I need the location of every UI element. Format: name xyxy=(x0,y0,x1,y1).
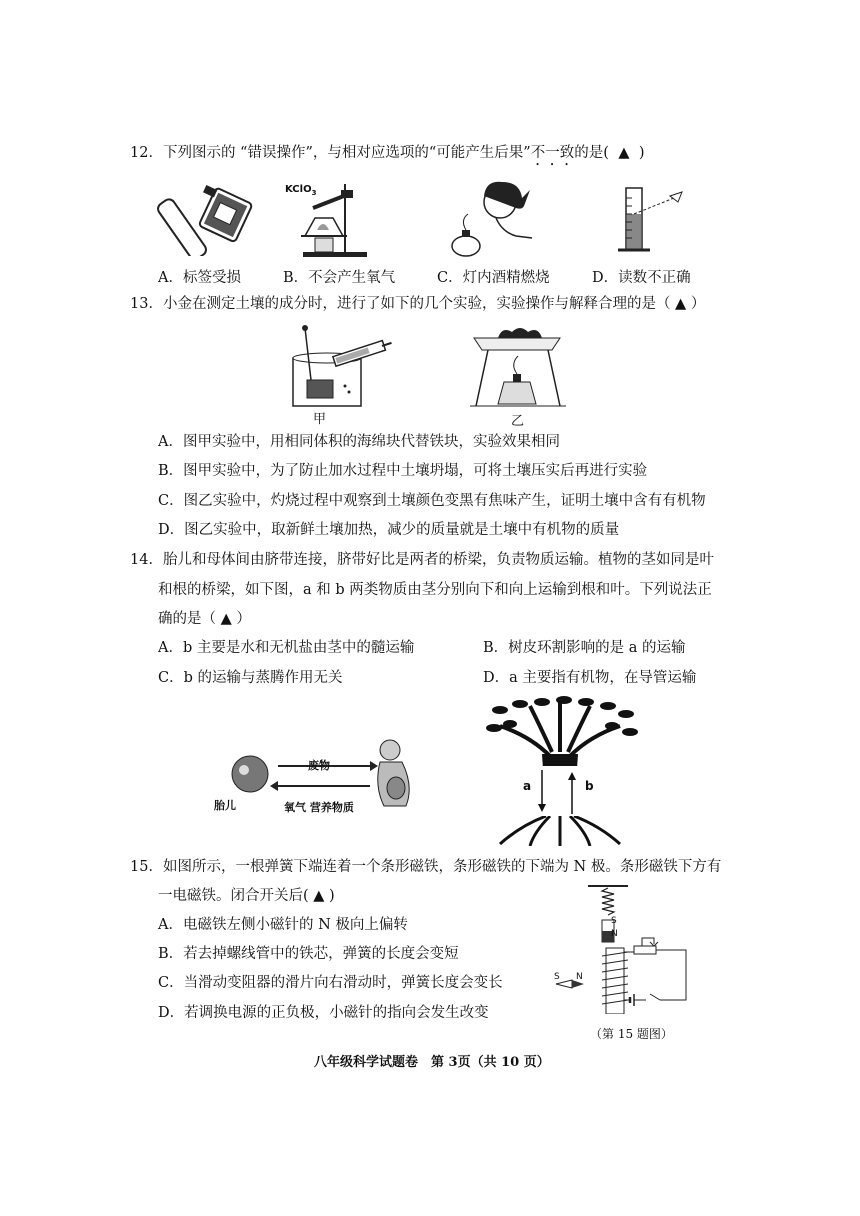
q13-option-a: A．图甲实验中，用相同体积的海绵块代替铁块，实验效果相同 xyxy=(158,434,560,450)
q15-option-c: C．当滑动变阻器的滑片向右滑动时，弹簧长度会变长 xyxy=(158,975,503,991)
q13-stem: 13．小金在测定土壤的成分时，进行了如下的几个实验，实验操作与解释合理的是（ ▲ ） xyxy=(130,296,706,312)
q15-figure-caption: （第 15 题图） xyxy=(590,1027,673,1041)
q12-stem xyxy=(130,143,645,169)
tree-label-a: a xyxy=(523,779,532,793)
q13-option-d: D．图乙实验中，取新鲜土壤加热，减少的质量就是土壤中有机物的质量 xyxy=(158,522,620,538)
q12-stem-text-2: 的是( xyxy=(574,145,609,161)
q12-option-b: B．不会产生氧气 xyxy=(283,270,396,286)
q14-option-b: B．树皮环割影响的是 a 的运输 xyxy=(483,640,686,656)
q13-figure-yi xyxy=(468,320,568,412)
q13-option-c: C．图乙实验中，灼烧过程中观察到土壤颜色变黑有焦味产生，证明土壤中含有有机物 xyxy=(158,493,706,509)
q15-electromagnet-figure xyxy=(550,884,696,1014)
q12-figure-d xyxy=(610,184,700,260)
magnet-label-n-top: N xyxy=(611,929,618,939)
q13-label-jia: 甲 xyxy=(313,412,327,427)
page-footer: 八年级科学试题卷 第 3页（共 10 页） xyxy=(314,1055,550,1070)
q12-option-c: C．灯内酒精燃烧 xyxy=(437,270,550,286)
q14-option-c: C．b 的运输与蒸腾作用无关 xyxy=(158,670,343,686)
fig-label-oxygen-nutrients: 氧气 营养物质 xyxy=(284,801,354,814)
fig-label-fetus: 胎儿 xyxy=(214,799,236,812)
q15-stem-line-2: 一电磁铁。闭合开关后( ▲ ) xyxy=(158,888,335,904)
q14-option-a: A．b 主要是水和无机盐由茎中的髓运输 xyxy=(158,640,415,656)
q14-option-d: D．a 主要指有机物，在导管运输 xyxy=(483,670,697,686)
q12-figure-c xyxy=(440,176,540,262)
q14-tree-figure xyxy=(480,696,640,846)
q14-stem-line-2: 和根的桥梁，如下图，a 和 b 两类物质由茎分别向下和向上运输到根和叶。下列说法正 xyxy=(158,582,712,598)
q15-option-b: B．若去掉螺线管中的铁芯，弹簧的长度会变短 xyxy=(158,946,459,962)
q12-figure-a xyxy=(156,184,256,256)
q13-option-b: B．图甲实验中，为了防止加水过程中土壤坍塌，可将土壤压实后再进行实验 xyxy=(158,463,648,479)
needle-label-n: N xyxy=(576,972,583,982)
q12-figure-b xyxy=(285,178,385,262)
magnet-label-s-top: S xyxy=(611,916,617,926)
q13-label-yi: 乙 xyxy=(511,414,525,429)
q12-option-d: D．读数不正确 xyxy=(592,270,691,286)
q12-stem-text: 12．下列图示的 “错误操作”，与相对应选项的“可能产生后果” xyxy=(130,145,531,161)
needle-label-s: S xyxy=(554,972,560,982)
q12-option-a: A．标签受损 xyxy=(158,270,241,286)
q12-stem-emphasis: 不一致 xyxy=(530,145,575,161)
q15-stem-line-1: 15．如图所示，一根弹簧下端连着一个条形磁铁，条形磁铁的下端为 N 极。条形磁铁下方有 xyxy=(130,859,722,875)
kclo3-label: KClO$_3$ xyxy=(285,184,317,197)
q14-stem-line-3: 确的是（ ▲ ） xyxy=(158,611,251,627)
q12-stem-text-3: ) xyxy=(638,145,645,161)
tree-label-b: b xyxy=(585,779,594,793)
q15-option-d: D．若调换电源的正负极，小磁针的指向会发生改变 xyxy=(158,1005,489,1021)
fig-label-waste: 废物 xyxy=(308,759,330,772)
q14-stem-line-1: 14．胎儿和母体间由脐带连接，脐带好比是两者的桥梁，负责物质运输。植物的茎如同是叶 xyxy=(130,552,714,568)
q13-figure-jia xyxy=(285,324,395,408)
q12-answer-mark: ▲ xyxy=(618,145,630,161)
q15-option-a: A．电磁铁左侧小磁针的 N 极向上偏转 xyxy=(158,917,408,933)
